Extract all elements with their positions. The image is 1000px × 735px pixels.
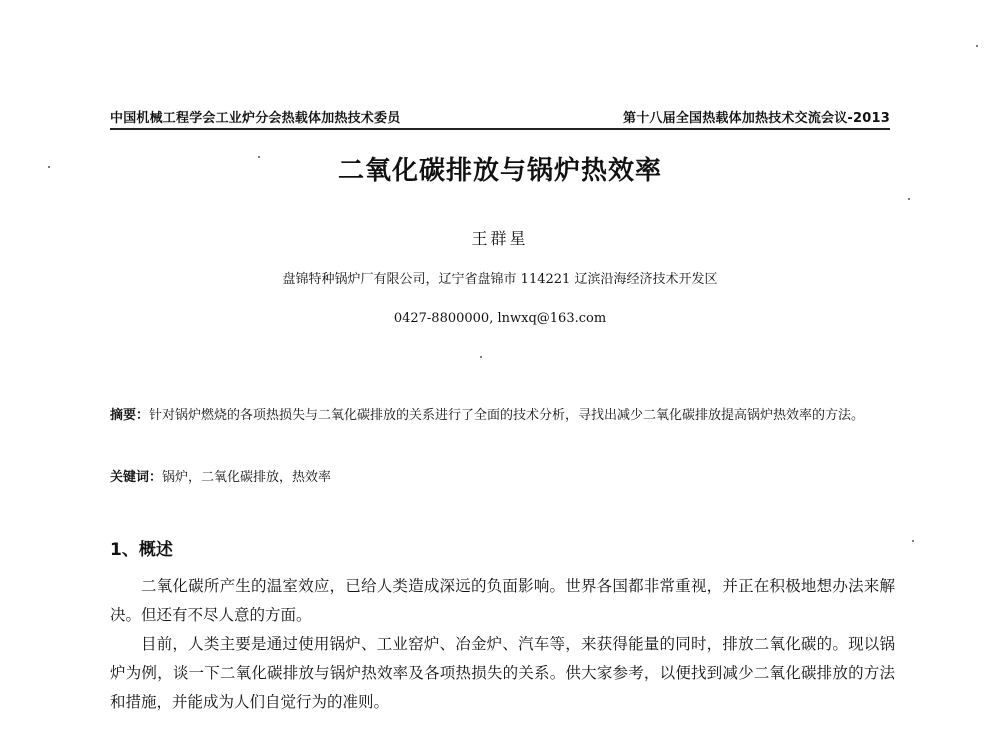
scan-speck: [258, 156, 260, 158]
scan-speck: [912, 540, 914, 542]
keywords: [110, 465, 895, 491]
scan-speck: [48, 166, 50, 168]
section-body: [110, 572, 895, 717]
paragraph: 二氧化碳所产生的温室效应，已给人类造成深远的负面影响。世界各国都非常重视，并正在积极地想办法来解决。但还有不尽人意的方面。: [110, 577, 895, 624]
scan-speck: [976, 45, 978, 47]
scan-speck: [480, 356, 482, 358]
author-contact: 0427-8800000, lnwxq@163.com: [393, 311, 607, 326]
running-header: [110, 104, 890, 130]
scan-speck: [908, 198, 910, 200]
keywords-text: 锅炉，二氧化碳排放，热效率: [162, 470, 332, 485]
paragraph: 目前，人类主要是通过使用锅炉、工业窑炉、冶金炉、汽车等，来获得能量的同时，排放二氧化碳的。现以锅炉为例，谈一下二氧化碳排放与锅炉热效率及各项热损失的关系。供大家参考，以便找到减少二氧化碳排放的方法和措施，并能成为人们自觉行为的准则。: [110, 635, 895, 711]
author-affiliation: 盘锦特种锅炉厂有限公司，辽宁省盘锦市 114221 辽滨沿海经济技术开发区: [282, 272, 718, 287]
abstract: [110, 400, 895, 432]
author-name: 王群星: [471, 229, 529, 248]
abstract-text: 针对锅炉燃烧的各项热损失与二氧化碳排放的关系进行了全面的技术分析，寻找出减少二氧化碳排放提高锅炉热效率的方法。: [149, 408, 865, 423]
paper-title: 二氧化碳排放与锅炉热效率: [337, 156, 662, 186]
abstract-label: 摘要：: [110, 408, 150, 423]
header-left: 中国机械工程学会工业炉分会热载体加热技术委员: [110, 111, 401, 126]
section-heading: 1、概述: [110, 540, 173, 560]
header-right: 第十八届全国热载体加热技术交流会议-2013: [623, 111, 890, 126]
keywords-label: 关键词：: [110, 470, 163, 485]
